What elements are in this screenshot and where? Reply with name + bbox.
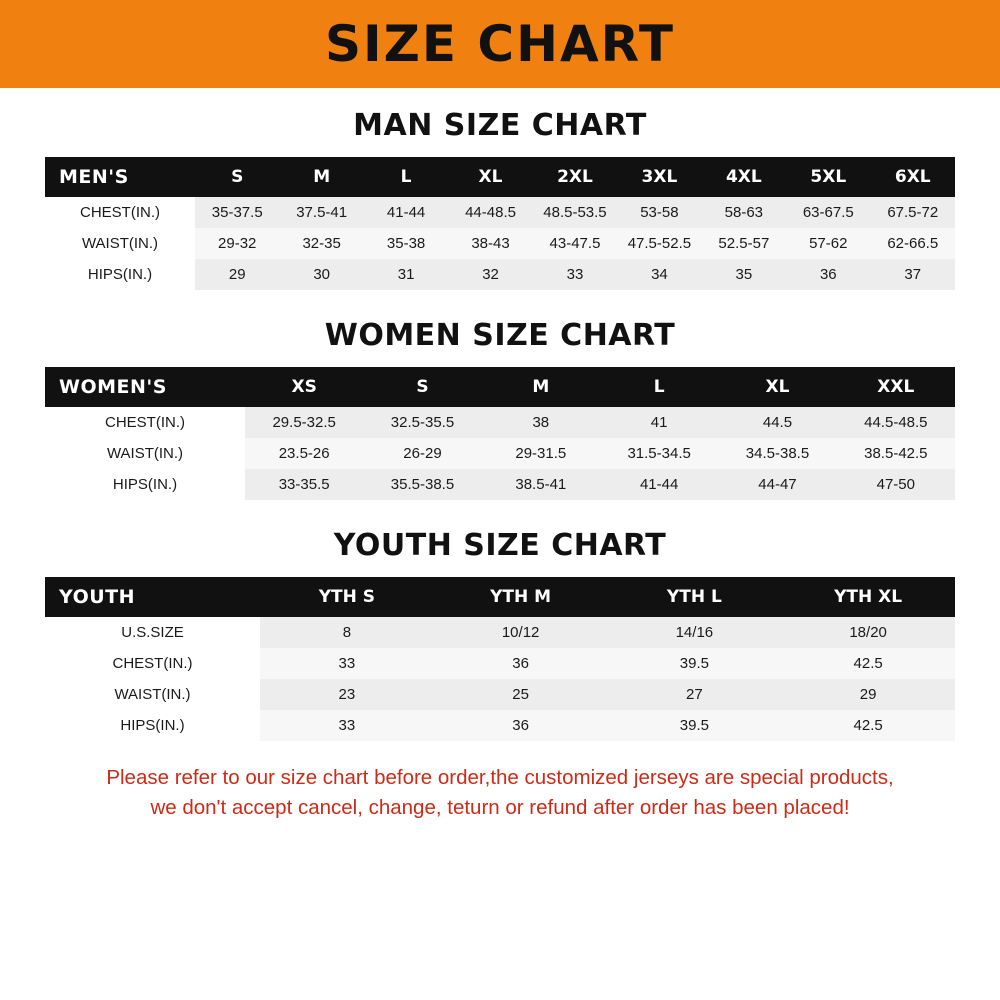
row-label: CHEST(IN.) (112, 655, 193, 672)
row-label: HIPS(IN.) (120, 717, 185, 734)
table-cell: 31.5-34.5 (600, 438, 718, 469)
table-cell: 27 (608, 679, 782, 710)
column-header: YTH XL (834, 587, 903, 607)
youth-size-table-wrap (45, 577, 955, 741)
table-row (45, 259, 955, 290)
table-cell: 44-47 (718, 469, 836, 500)
table-row (45, 617, 955, 648)
table-cell: 41-44 (600, 469, 718, 500)
table-row (45, 648, 955, 679)
table-cell: 36 (434, 648, 608, 679)
table-cell: 58-63 (702, 197, 786, 228)
table-row (45, 407, 955, 438)
table-cell: 29 (195, 259, 279, 290)
table-cell: 47-50 (837, 469, 955, 500)
table-cell: 44.5-48.5 (837, 407, 955, 438)
table-cell: 42.5 (781, 710, 955, 741)
column-header: 4XL (725, 167, 762, 187)
column-header: 6XL (894, 167, 931, 187)
table-cell: 23 (260, 679, 434, 710)
table-header-row (45, 157, 955, 197)
table-cell: 38-43 (448, 228, 532, 259)
table-cell: 23.5-26 (245, 438, 363, 469)
column-header: XL (765, 377, 790, 397)
man-size-table-wrap (45, 157, 955, 290)
footer-note-line-1: Please refer to our size chart before order,the customized jerseys are special products, (106, 766, 894, 789)
table-cell: 33 (533, 259, 617, 290)
column-header: XXL (877, 377, 915, 397)
table-cell: 42.5 (781, 648, 955, 679)
table-header-row (45, 577, 955, 617)
table-cell: 10/12 (434, 617, 608, 648)
column-header: S (231, 167, 244, 187)
row-label: CHEST(IN.) (80, 204, 160, 221)
table-cell: 29-31.5 (482, 438, 600, 469)
table-cell: 35-37.5 (195, 197, 279, 228)
column-header: XS (291, 377, 317, 397)
table-cell: 32 (448, 259, 532, 290)
section-title-women: WOMEN SIZE CHART (324, 318, 676, 353)
table-cell: 62-66.5 (871, 228, 956, 259)
table-cell: 29-32 (195, 228, 279, 259)
header-banner (0, 0, 1000, 88)
column-header: YTH L (666, 587, 722, 607)
table-cell: 67.5-72 (871, 197, 956, 228)
column-header: M (313, 167, 331, 187)
table-cell: 47.5-52.5 (617, 228, 701, 259)
table-row (45, 228, 955, 259)
table-cell: 8 (260, 617, 434, 648)
table-cell: 34.5-38.5 (718, 438, 836, 469)
table-row (45, 438, 955, 469)
table-cell: 39.5 (608, 648, 782, 679)
column-header: M (532, 377, 550, 397)
man-size-table (45, 157, 955, 290)
table-row (45, 469, 955, 500)
footer-note (25, 763, 975, 822)
table-cell: 35.5-38.5 (363, 469, 481, 500)
table-header-row (45, 367, 955, 407)
table-cell: 18/20 (781, 617, 955, 648)
row-label: U.S.SIZE (121, 624, 184, 641)
table-cell: 41 (600, 407, 718, 438)
table-cell: 32.5-35.5 (363, 407, 481, 438)
table-cell: 52.5-57 (702, 228, 786, 259)
column-header: S (416, 377, 429, 397)
table-cell: 63-67.5 (786, 197, 870, 228)
table-cell: 31 (364, 259, 448, 290)
column-header: 2XL (557, 167, 593, 187)
table-cell: 35-38 (364, 228, 448, 259)
column-header: 3XL (641, 167, 678, 187)
column-header: L (400, 167, 412, 187)
youth-size-table (45, 577, 955, 741)
column-header: 5XL (810, 167, 847, 187)
row-label: HIPS(IN.) (112, 476, 178, 493)
table-cell: 37.5-41 (279, 197, 363, 228)
table-cell: 26-29 (363, 438, 481, 469)
table-row (45, 710, 955, 741)
table-row (45, 197, 955, 228)
table-cell: 37 (871, 259, 956, 290)
table-cell: 32-35 (279, 228, 363, 259)
table-cell: 38 (482, 407, 600, 438)
women-size-table-wrap (45, 367, 955, 500)
row-label: WAIST(IN.) (81, 235, 159, 252)
column-header: XL (478, 167, 503, 187)
table-cell: 44.5 (718, 407, 836, 438)
table-cell: 57-62 (786, 228, 870, 259)
table-cell: 53-58 (617, 197, 701, 228)
table-cell: 30 (279, 259, 363, 290)
table-cell: 38.5-42.5 (837, 438, 955, 469)
table-cell: 33 (260, 648, 434, 679)
table-row (45, 679, 955, 710)
column-header: WOMEN'S (59, 376, 167, 398)
column-header: YTH M (490, 587, 552, 607)
table-cell: 38.5-41 (482, 469, 600, 500)
section-title-man: MAN SIZE CHART (353, 108, 647, 143)
table-cell: 44-48.5 (448, 197, 532, 228)
table-cell: 34 (617, 259, 701, 290)
column-header: YOUTH (59, 586, 136, 608)
women-size-table (45, 367, 955, 500)
table-cell: 25 (434, 679, 608, 710)
row-label: HIPS(IN.) (87, 266, 153, 283)
table-cell: 39.5 (608, 710, 782, 741)
column-header: L (653, 377, 665, 397)
table-cell: 14/16 (608, 617, 782, 648)
page-title: SIZE CHART (324, 15, 676, 73)
table-cell: 29.5-32.5 (245, 407, 363, 438)
row-label: WAIST(IN.) (106, 445, 184, 462)
section-title-youth: YOUTH SIZE CHART (333, 528, 667, 563)
table-cell: 43-47.5 (533, 228, 617, 259)
table-cell: 33-35.5 (245, 469, 363, 500)
table-cell: 35 (702, 259, 786, 290)
column-header: MEN'S (59, 166, 129, 188)
table-cell: 29 (781, 679, 955, 710)
footer-note-line-2: we don't accept cancel, change, teturn or refund after order has been placed! (150, 795, 850, 819)
table-cell: 36 (786, 259, 870, 290)
table-cell: 41-44 (364, 197, 448, 228)
row-label: CHEST(IN.) (105, 414, 185, 431)
row-label: WAIST(IN.) (114, 686, 191, 703)
column-header: YTH S (318, 587, 376, 607)
table-cell: 33 (260, 710, 434, 741)
table-cell: 48.5-53.5 (533, 197, 617, 228)
table-cell: 36 (434, 710, 608, 741)
